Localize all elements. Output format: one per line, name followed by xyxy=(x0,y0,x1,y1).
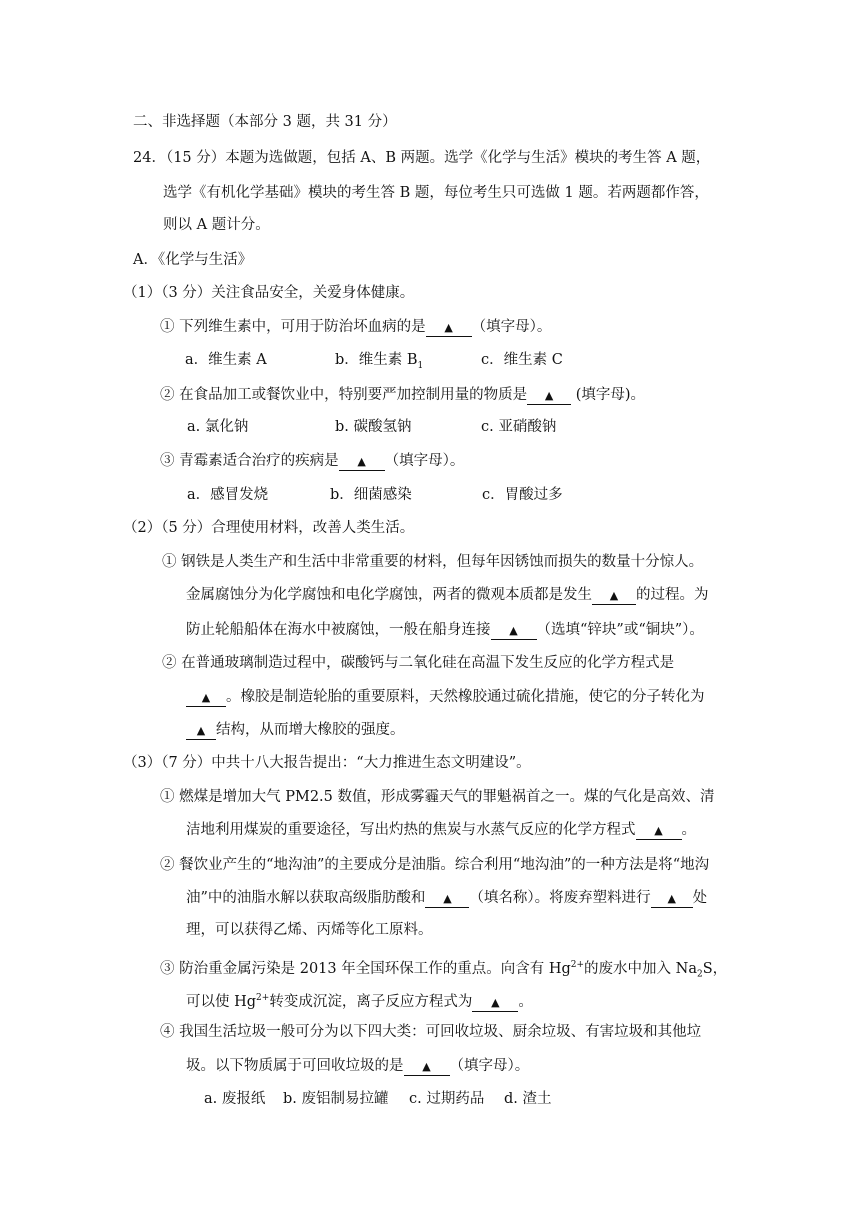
s1-q3-text: ③ 青霉素适合治疗的疾病是 xyxy=(160,453,339,469)
option-a: a．感冒发烧 xyxy=(187,487,269,503)
s3-q3-line1 xyxy=(160,955,727,985)
s2-q2-line2-text: 。橡胶是制造轮胎的重要原料，天然橡胶通过硫化措施，使它的分子转化为 xyxy=(226,689,705,705)
option-d: d. 渣土 xyxy=(504,1091,552,1107)
section-title: 二、非选择题（本部分 3 题，共 31 分） xyxy=(133,114,397,130)
q24-line2: 选学《有机化学基础》模块的考生答 B 题，每位考生只可选做 1 题。若两题都作答， xyxy=(163,185,709,201)
s1-heading: （1）（3 分）关注食品安全，关爱身体健康。 xyxy=(123,285,415,301)
s1-q1-options xyxy=(185,350,563,376)
s3-q3-line1-mid: 的废水中加入 Na xyxy=(584,960,697,977)
s2-q2-line1: ② 在普通玻璃制造过程中，碳酸钙与二氧化硅在高温下发生反应的化学方程式是 xyxy=(162,655,675,671)
option-c: c. 亚硝酸钠 xyxy=(481,419,557,435)
q24-line3: 则以 A 题计分。 xyxy=(163,217,270,233)
answer-blank[interactable]: ▲ xyxy=(636,823,682,840)
answer-blank[interactable]: ▲ xyxy=(425,891,469,908)
answer-blank[interactable]: ▲ xyxy=(339,454,385,471)
option-a: a. 废报纸 xyxy=(204,1091,266,1107)
s2-q1-line2-text: 金属腐蚀分为化学腐蚀和电化学腐蚀，两者的微观本质都是发生 xyxy=(186,587,592,603)
answer-blank[interactable]: ▲ xyxy=(527,388,571,405)
s3-q3-line2 xyxy=(186,988,533,1012)
s3-q3-line1-text: ③ 防治重金属污染是 2013 年全国环保工作的重点。向含有 Hg xyxy=(160,960,571,977)
option-b: b. 碳酸氢钠 xyxy=(335,419,412,435)
ion-charge-superscript: 2+ xyxy=(256,993,270,1003)
s2-q2-line2 xyxy=(186,687,705,707)
s1-q1-suffix: （填字母）。 xyxy=(471,319,552,335)
q24-line1: 24．（15 分）本题为选做题，包括 A、B 两题。选学《化学与生活》模块的考生答 A 题， xyxy=(133,150,711,166)
s3-q4-line1: ④ 我国生活垃圾一般可分为以下四大类：可回收垃圾、厨余垃圾、有害垃圾和其他垃 xyxy=(160,1024,702,1040)
s1-q2-options xyxy=(187,417,556,437)
s3-q2-line2-mid: （填名称）。将废弃塑料进行 xyxy=(469,890,651,906)
s2-q1-line3 xyxy=(186,620,704,640)
s2-q1-line2 xyxy=(186,585,709,605)
s3-q2-line3: 理，可以获得乙烯、丙烯等化工原料。 xyxy=(186,922,433,938)
option-a: a. 氯化钠 xyxy=(187,419,249,435)
s1-q2 xyxy=(160,385,645,405)
s2-q2-line3-text: 结构，从而增大橡胶的强度。 xyxy=(216,722,405,738)
s2-q1-line3-text: 防止轮船船体在海水中被腐蚀，一般在船身连接 xyxy=(186,622,491,638)
answer-blank[interactable]: ▲ xyxy=(404,1059,450,1076)
s3-q3-line2-text: 可以使 Hg xyxy=(186,993,257,1010)
answer-blank[interactable]: ▲ xyxy=(186,690,226,707)
option-b xyxy=(335,350,481,376)
s2-q1-line2-suffix: 的过程。为 xyxy=(636,587,709,603)
formula-subscript: 2 xyxy=(697,969,703,980)
part-a-title: A．《化学与生活》 xyxy=(133,252,253,268)
answer-blank[interactable]: ▲ xyxy=(472,995,518,1012)
option-b-subscript: 1 xyxy=(417,360,424,371)
s2-heading: （2）（5 分）合理使用材料，改善人类生活。 xyxy=(123,520,415,536)
s1-q1 xyxy=(160,317,551,337)
answer-blank[interactable]: ▲ xyxy=(426,320,472,337)
s1-q2-text: ② 在食品加工或餐饮业中，特别要严加控制用量的物质是 xyxy=(160,387,528,403)
s3-q3-line1-suffix: S， xyxy=(702,960,728,977)
s1-q2-suffix: (填字母)。 xyxy=(571,387,646,403)
option-b: b．细菌感染 xyxy=(330,487,412,503)
s3-q2-line2-text: 油”中的油脂水解以获取高级脂肪酸和 xyxy=(186,890,426,906)
s3-q4-line2 xyxy=(186,1056,529,1076)
s3-q2-line2 xyxy=(186,888,707,908)
s3-q2-line2-suffix: 处 xyxy=(692,890,708,906)
s1-q3-suffix: （填字母）。 xyxy=(384,453,465,469)
option-b: b. 废铝制易拉罐 xyxy=(283,1091,389,1107)
s3-heading: （3）（7 分）中共十八大报告提出：“大力推进生态文明建设”。 xyxy=(123,755,531,771)
option-c: c．维生素 C xyxy=(481,352,563,368)
ion-charge-superscript: 2+ xyxy=(570,960,585,970)
s3-q1-line2-text: 洁地利用煤炭的重要途径，写出灼热的焦炭与水蒸气反应的化学方程式 xyxy=(186,822,636,838)
answer-blank[interactable]: ▲ xyxy=(592,588,636,605)
s2-q1-line3-suffix: （选填“锌块”或“铜块”）。 xyxy=(536,622,704,638)
s3-q4-line2-suffix: （填字母）。 xyxy=(449,1058,530,1074)
option-a: a．维生素 A xyxy=(185,352,267,368)
s3-q2-line1: ② 餐饮业产生的“地沟油”的主要成分是油脂。综合利用“地沟油”的一种方法是将“地沟 xyxy=(160,857,710,873)
s3-q1-line1: ① 燃煤是增加大气 PM2.5 数值，形成雾霾天气的罪魁祸首之一。煤的气化是高效、清 xyxy=(160,789,715,805)
s3-q3-line2-mid: 转变成沉淀，离子反应方程式为 xyxy=(269,993,473,1010)
s3-q4-line2-text: 圾。以下物质属于可回收垃圾的是 xyxy=(186,1058,404,1074)
answer-blank[interactable]: ▲ xyxy=(186,723,216,740)
option-c: c．胃酸过多 xyxy=(482,487,563,503)
s1-q3 xyxy=(160,451,464,471)
option-b-text: b．维生素 B xyxy=(335,352,418,368)
answer-blank[interactable]: ▲ xyxy=(491,623,537,640)
s3-q1-line2-suffix: 。 xyxy=(681,822,696,838)
s3-q3-line2-suffix: 。 xyxy=(518,993,533,1010)
s3-q4-options xyxy=(204,1089,552,1109)
option-c: c. 过期药品 xyxy=(409,1091,485,1107)
s1-q3-options xyxy=(187,485,563,505)
s2-q1-line1: ① 钢铁是人类生产和生活中非常重要的材料，但每年因锈蚀而损失的数量十分惊人。 xyxy=(162,554,704,570)
answer-blank[interactable]: ▲ xyxy=(651,891,693,908)
s3-q1-line2 xyxy=(186,820,696,840)
s2-q2-line3 xyxy=(186,720,405,740)
s1-q1-text: ① 下列维生素中，可用于防治坏血病的是 xyxy=(160,319,426,335)
